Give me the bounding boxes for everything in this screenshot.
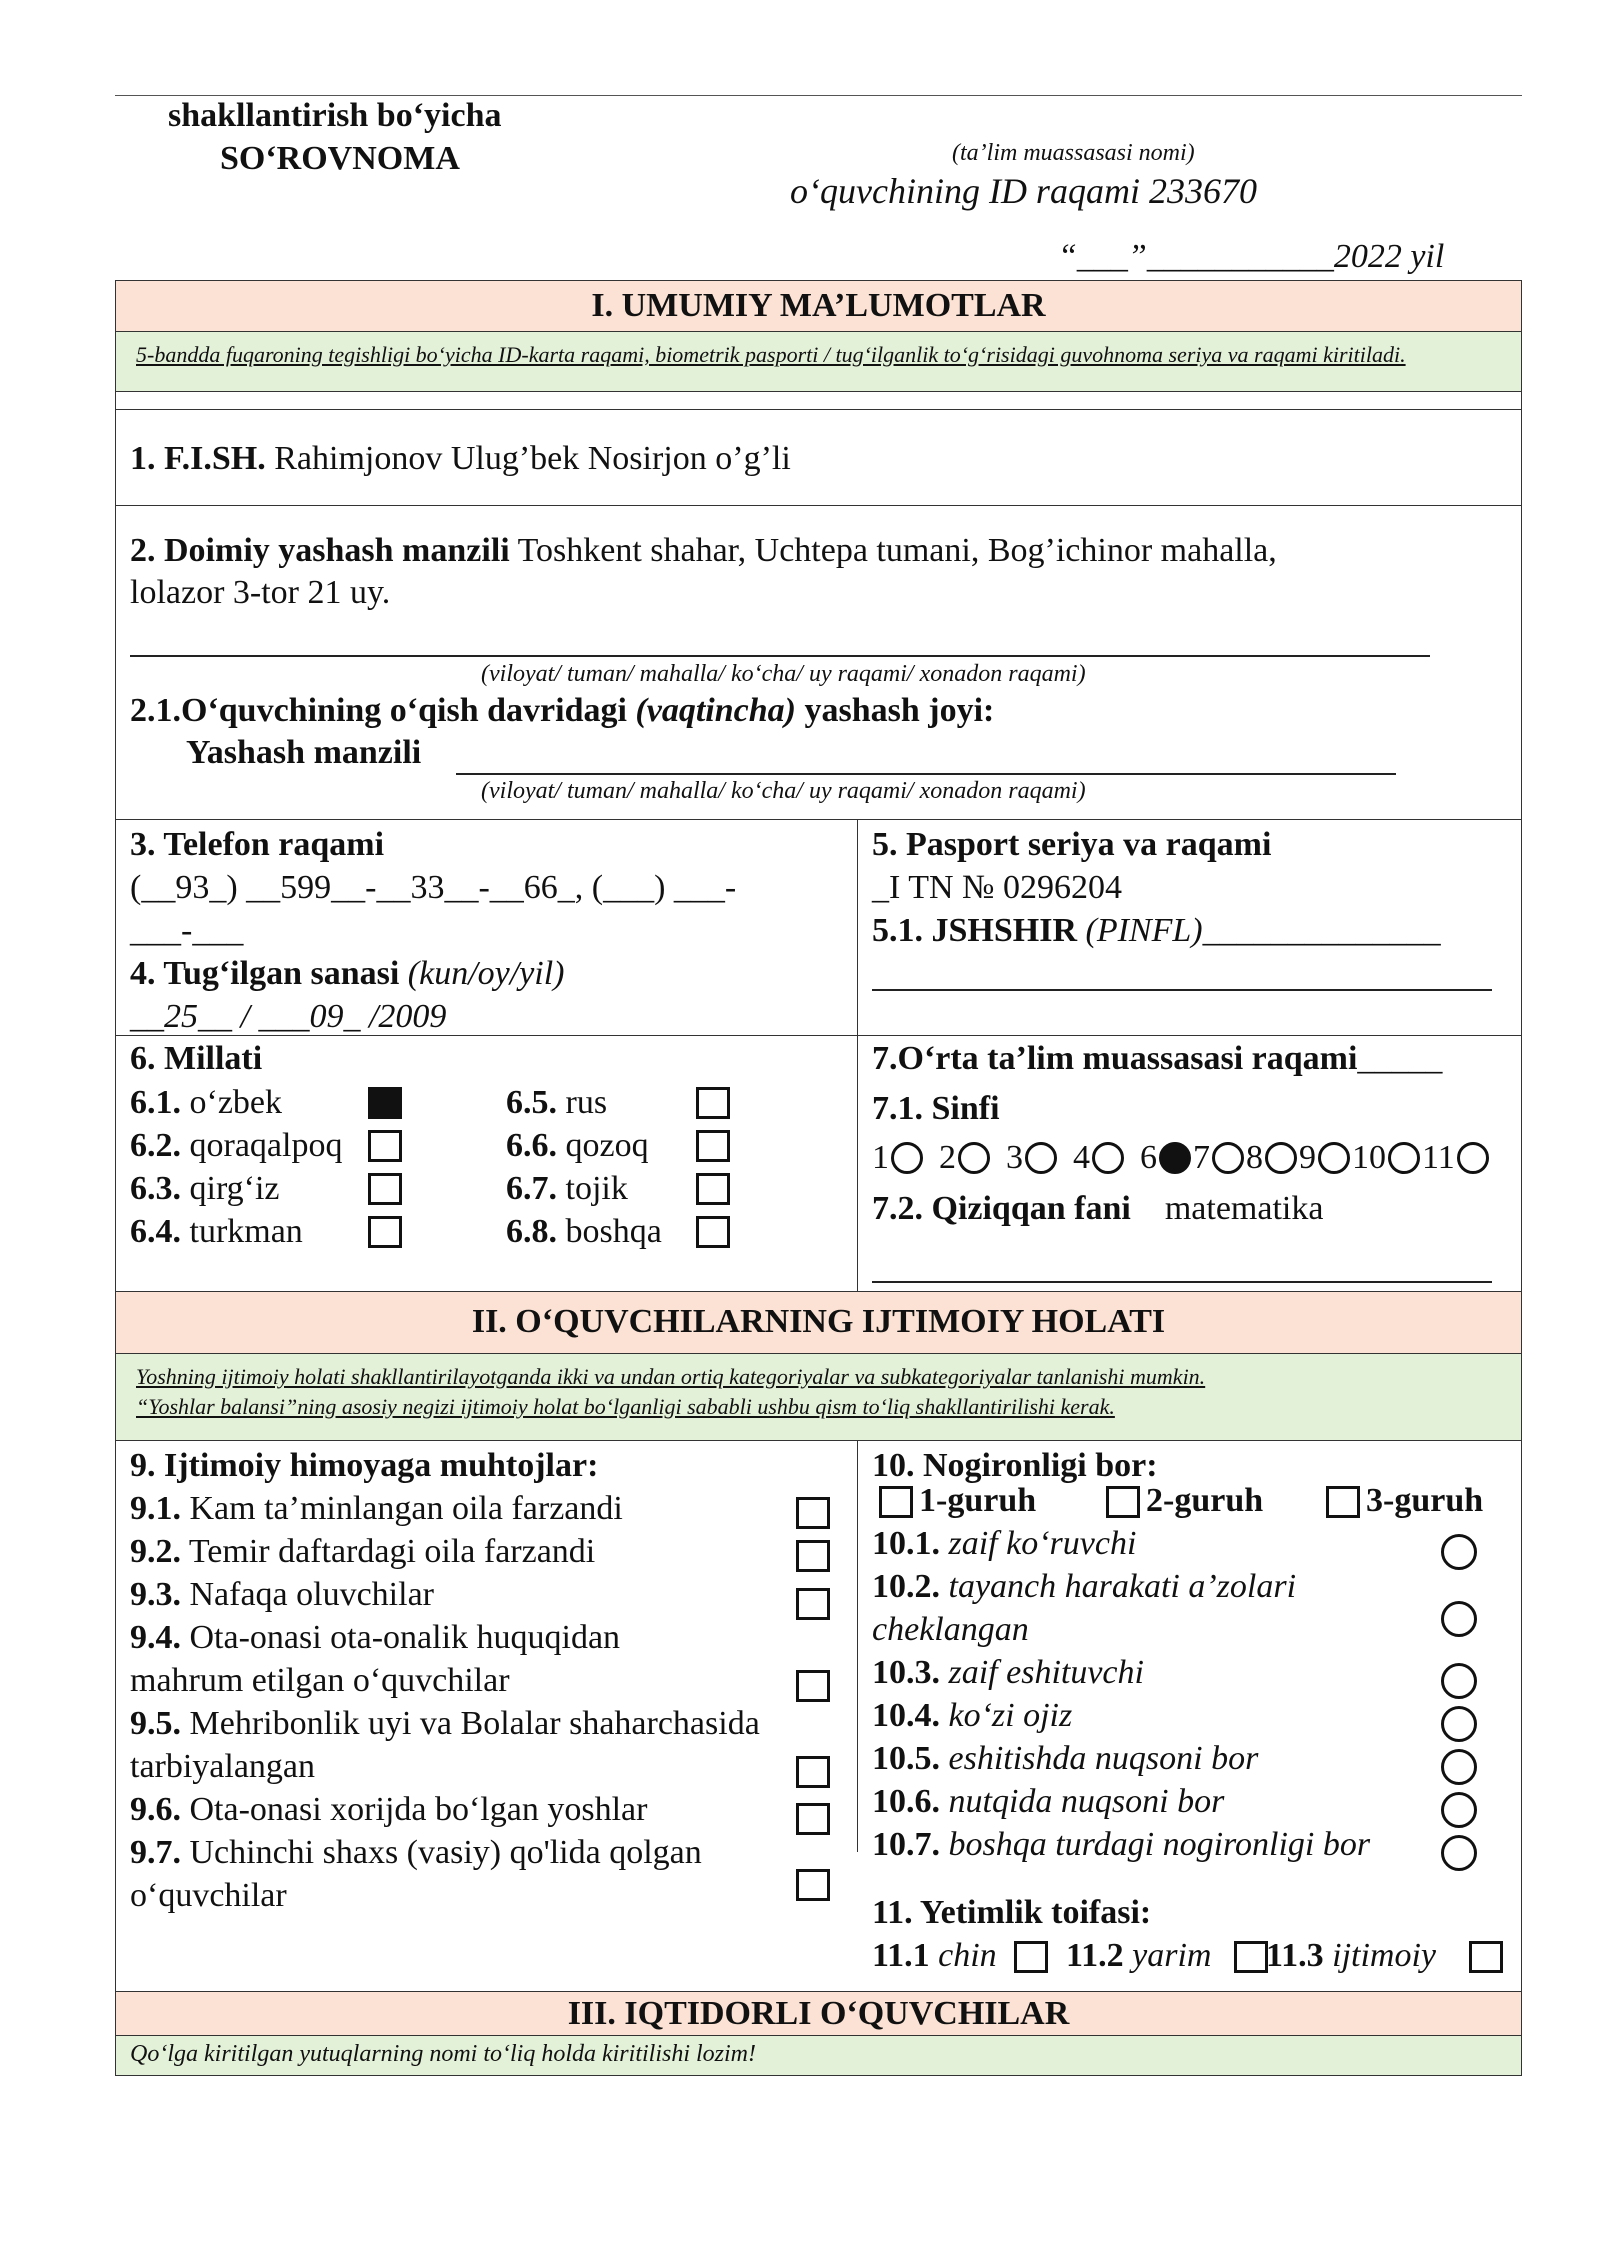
disability-num: 10.1. (872, 1525, 940, 1562)
nationality-option-label (130, 1169, 280, 1209)
temp-address-label: 2.1.O‘quvchining o‘qish davridagi (vaqtincha) yashash joyi: (130, 692, 995, 729)
protection-text: Ota-onasi xorijda bo‘lgan yoshlar (189, 1791, 648, 1828)
nationality-name: tojik (565, 1170, 628, 1207)
grade-label-text: 2 (939, 1139, 956, 1176)
phone-value-1[interactable]: (__93_) __599__-__33__-__66_, (___) ___- (130, 869, 737, 906)
nationality-option-label (506, 1212, 662, 1252)
protection-item (130, 1489, 623, 1529)
form-title-line2: SO‘ROVNOMA (220, 140, 460, 177)
orphan-checkbox[interactable] (1469, 1941, 1503, 1973)
nationality-num: 6.2. (130, 1127, 181, 1164)
protection-text: Ota-onasi ota-onalik huquqidan (189, 1619, 621, 1656)
orphan-num: 11.2 (1066, 1937, 1124, 1974)
disability-label: 10. Nogironligi bor: (872, 1447, 1158, 1484)
grade-label-text: 4 (1073, 1139, 1090, 1176)
birth-value[interactable]: __25__ / ___09_ /2009 (130, 998, 447, 1035)
divider (116, 1035, 1521, 1036)
nationality-option-label (506, 1169, 628, 1209)
nationality-checkbox[interactable] (368, 1130, 402, 1162)
grade-label-text: 11 (1422, 1139, 1455, 1176)
orphan-text: ijtimoiy (1332, 1937, 1437, 1974)
jshshir-blank[interactable]: ______________ (1202, 912, 1441, 949)
orphan-checkbox[interactable] (1014, 1941, 1048, 1973)
group-checkbox[interactable] (879, 1486, 913, 1518)
subject-label: 7.2. Qiziqqan fani (872, 1190, 1131, 1227)
grade-radio[interactable] (1025, 1142, 1057, 1174)
divider (116, 819, 1521, 820)
grade-label-text: 1 (872, 1139, 889, 1176)
disability-text: zaif eshituvchi (948, 1654, 1144, 1691)
group-label: 3-guruh (1366, 1482, 1484, 1519)
protection-label: 9. Ijtimoiy himoyaga muhtojlar: (130, 1447, 599, 1484)
grade-radio[interactable] (1388, 1142, 1420, 1174)
nationality-checkbox[interactable] (696, 1087, 730, 1119)
jshshir-pinfl: (PINFL) (1085, 912, 1203, 949)
protection-checkbox[interactable] (796, 1756, 830, 1788)
grade-radio[interactable] (958, 1142, 990, 1174)
date-line: “___”___________2022 yil (1058, 238, 1445, 275)
grade-radio[interactable] (891, 1142, 923, 1174)
disability-radio[interactable] (1441, 1706, 1477, 1742)
protection-item (130, 1532, 595, 1572)
orphan-num: 11.1 (872, 1937, 930, 1974)
disability-num: 10.3. (872, 1654, 940, 1691)
nationality-option-label (506, 1126, 649, 1166)
disability-num: 10.4. (872, 1697, 940, 1734)
protection-checkbox[interactable] (796, 1670, 830, 1702)
nationality-num: 6.1. (130, 1084, 181, 1121)
orphan-checkbox[interactable] (1234, 1941, 1268, 1973)
nationality-name: o‘zbek (189, 1084, 283, 1121)
grade-radio[interactable] (1092, 1142, 1124, 1174)
nationality-name: qirg‘iz (189, 1170, 280, 1207)
protection-checkbox[interactable] (796, 1869, 830, 1901)
nationality-checkbox[interactable] (368, 1087, 402, 1119)
nationality-option-label (130, 1212, 303, 1252)
nationality-checkbox[interactable] (696, 1173, 730, 1205)
orphan-item (1266, 1936, 1436, 1976)
protection-item (130, 1790, 647, 1830)
fish-label: 1. F.I.SH. (130, 440, 266, 477)
disability-radio[interactable] (1441, 1601, 1477, 1637)
protection-checkbox[interactable] (796, 1803, 830, 1835)
passport-value[interactable]: _I TN № 0296204 (872, 869, 1122, 906)
phone-label: 3. Telefon raqami (130, 826, 385, 863)
protection-checkbox[interactable] (796, 1497, 830, 1529)
disability-item (872, 1567, 1296, 1607)
disability-num: 10.6. (872, 1783, 940, 1820)
disability-radio[interactable] (1441, 1835, 1477, 1871)
divider (116, 505, 1521, 506)
student-id: o‘quvchining ID raqami 233670 (790, 171, 1257, 211)
temp-address-input-line[interactable] (456, 773, 1396, 775)
disability-num: 10.7. (872, 1826, 940, 1863)
protection-text: Uchinchi shaxs (vasiy) qo'lida qolgan (189, 1834, 702, 1871)
nationality-checkbox[interactable] (696, 1130, 730, 1162)
address-value-1[interactable]: Toshkent shahar, Uchtepa tumani, Bog’ichinor mahalla, (517, 532, 1277, 569)
address-caption: (viloyat/ tuman/ mahalla/ ko‘cha/ uy raqami/ xonadon raqami) (481, 661, 1086, 687)
protection-num: 9.6. (130, 1791, 181, 1828)
protection-text: Temir daftardagi oila farzandi (188, 1533, 596, 1570)
protection-text-cont: tarbiyalangan (130, 1748, 316, 1785)
address-underline (130, 655, 1430, 657)
section2-title: II. O‘QUVCHILARNING IJTIMOIY HOLATI (116, 1292, 1521, 1354)
disability-item (872, 1524, 1136, 1564)
grade-radio[interactable] (1318, 1142, 1350, 1174)
subject-value[interactable]: matematika (1164, 1190, 1324, 1227)
nationality-name: rus (565, 1084, 608, 1121)
birth-format: (kun/oy/yil) (407, 955, 565, 992)
protection-num: 9.2. (130, 1533, 181, 1570)
nationality-name: qoraqalpoq (189, 1127, 343, 1164)
nationality-num: 6.3. (130, 1170, 181, 1207)
jshshir-label: 5.1. JSHSHIR (872, 912, 1077, 949)
disability-radio[interactable] (1441, 1534, 1477, 1570)
section1-title: I. UMUMIY MA’LUMOTLAR (116, 281, 1521, 332)
subject-row (872, 1189, 1323, 1229)
school-label: 7.O‘rta ta’lim muassasasi raqami (872, 1040, 1358, 1077)
school-row (872, 1039, 1442, 1079)
section3-title: III. IQTIDORLI O‘QUVCHILAR (116, 1992, 1521, 2036)
disability-item (872, 1653, 1144, 1693)
nationality-name: turkman (189, 1213, 303, 1250)
group-label: 1-guruh (919, 1482, 1037, 1519)
orphan-num: 11.3 (1266, 1937, 1324, 1974)
grade-radio[interactable] (1457, 1142, 1489, 1174)
phone-value-2[interactable]: ___-___ (130, 912, 244, 949)
section2-note: Yoshning ijtimoiy holati shakllantirilayotganda ikki va undan ortiq kategoriyalar va subkategoriyalar tanlanishi mumkin. “Yoshlar balansi”ning asosiy negizi ijtimoiy holat bo‘lganligi sababli ushbu qism to‘liq shakllantirilishi kerak. (116, 1354, 1521, 1441)
protection-text: Nafaqa oluvchilar (189, 1576, 434, 1613)
nationality-name: qozoq (565, 1127, 649, 1164)
nationality-checkbox[interactable] (368, 1216, 402, 1248)
protection-text-cont: mahrum etilgan o‘quvchilar (130, 1662, 510, 1699)
fish-value[interactable]: Rahimjonov Ulug’bek Nosirjon o’g’li (274, 440, 791, 477)
protection-num: 9.3. (130, 1576, 181, 1613)
protection-text-cont: o‘quvchilar (130, 1877, 287, 1914)
disability-text: nutqida nuqsoni bor (948, 1783, 1225, 1820)
nationality-num: 6.7. (506, 1170, 557, 1207)
nationality-num: 6.4. (130, 1213, 181, 1250)
group-checkbox[interactable] (1106, 1486, 1140, 1518)
nationality-option-label (130, 1083, 282, 1123)
orphan-label: 11. Yetimlik toifasi: (872, 1894, 1152, 1931)
grade-label-text: 8 (1246, 1139, 1263, 1176)
fish-row (130, 439, 791, 479)
section3-note: Qo‘lga kiritilgan yutuqlarning nomi to‘liq holda kiritilishi lozim! (116, 2036, 1521, 2075)
passport-label: 5. Pasport seriya va raqami (872, 826, 1272, 863)
protection-text: Mehribonlik uyi va Bolalar shaharchasida (189, 1705, 760, 1742)
form-title-line1: shakllantirish bo‘yicha (168, 97, 502, 134)
disability-item (872, 1782, 1224, 1822)
protection-checkbox[interactable] (796, 1588, 830, 1620)
protection-item (130, 1704, 760, 1744)
grade-radio[interactable] (1212, 1142, 1244, 1174)
nationality-num: 6.8. (506, 1213, 557, 1250)
survey-form (115, 280, 1522, 2076)
disability-text: ko‘zi ojiz (948, 1697, 1073, 1734)
protection-item (130, 1833, 702, 1873)
nationality-checkbox[interactable] (368, 1173, 402, 1205)
grade-label-text: 9 (1299, 1139, 1316, 1176)
disability-text: eshitishda nuqsoni bor (948, 1740, 1259, 1777)
school-blank[interactable]: _____ (1357, 1040, 1443, 1077)
divider (116, 409, 1521, 410)
protection-item (130, 1575, 434, 1615)
disability-text: tayanch harakati a’zolari (948, 1568, 1297, 1605)
nationality-label: 6. Millati (130, 1040, 263, 1077)
nationality-name: boshqa (565, 1213, 662, 1250)
protection-item (130, 1618, 620, 1658)
grade-label-text: 7 (1193, 1139, 1210, 1176)
disability-text-cont: cheklangan (872, 1611, 1029, 1648)
birth-label: 4. Tug‘ilgan sanasi (130, 955, 400, 992)
disability-radio[interactable] (1441, 1792, 1477, 1828)
protection-num: 9.7. (130, 1834, 181, 1871)
temp-caption: (viloyat/ tuman/ mahalla/ ko‘cha/ uy raqami/ xonadon raqami) (481, 778, 1086, 804)
top-rule (115, 95, 1522, 96)
protection-checkbox[interactable] (796, 1540, 830, 1572)
orphan-item (872, 1936, 997, 1976)
disability-radio[interactable] (1441, 1663, 1477, 1699)
address-label: 2. Doimiy yashash manzili (130, 532, 510, 569)
grade-label-text: 6 (1140, 1139, 1157, 1176)
nationality-num: 6.5. (506, 1084, 557, 1121)
orphan-text: chin (938, 1937, 997, 1974)
grade-options (872, 1139, 1491, 1177)
nationality-checkbox[interactable] (696, 1216, 730, 1248)
temp-sub-label: Yashash manzili (186, 734, 422, 771)
disability-text: zaif ko‘ruvchi (948, 1525, 1137, 1562)
disability-text: boshqa turdagi nogironligi bor (948, 1826, 1371, 1863)
protection-num: 9.4. (130, 1619, 181, 1656)
grade-radio[interactable] (1265, 1142, 1297, 1174)
column-divider-2 (857, 1441, 858, 1852)
group-label: 2-guruh (1146, 1482, 1264, 1519)
section1-note: 5-bandda fuqaroning tegishligi bo‘yicha ID-karta raqami, biometrik pasporti / tug‘ilganlik to‘g‘risidagi guvohnoma seriya va raqami kiritiladi. (116, 332, 1521, 392)
orphan-text: yarim (1132, 1937, 1212, 1974)
birth-row (130, 954, 565, 994)
disability-num: 10.2. (872, 1568, 940, 1605)
grade-radio[interactable] (1159, 1142, 1191, 1174)
orphan-item (1066, 1936, 1211, 1976)
nationality-option-label (130, 1126, 342, 1166)
subject-input-line[interactable] (872, 1281, 1492, 1283)
disability-radio[interactable] (1441, 1749, 1477, 1785)
jshshir-row (872, 911, 1441, 951)
disability-num: 10.5. (872, 1740, 940, 1777)
grade-label-text: 10 (1352, 1139, 1386, 1176)
group-checkbox[interactable] (1326, 1486, 1360, 1518)
nationality-option-label (506, 1083, 607, 1123)
address-row (130, 531, 1277, 571)
protection-text: Kam ta’minlangan oila farzandi (189, 1490, 623, 1527)
grade-label: 7.1. Sinfi (872, 1090, 1000, 1127)
address-value-2[interactable]: lolazor 3-tor 21 uy. (130, 574, 391, 611)
protection-num: 9.1. (130, 1490, 181, 1527)
nationality-num: 6.6. (506, 1127, 557, 1164)
protection-num: 9.5. (130, 1705, 181, 1742)
disability-item (872, 1696, 1072, 1736)
jshshir-input-line[interactable] (872, 989, 1492, 991)
grade-label-text: 3 (1006, 1139, 1023, 1176)
institution-note: (ta’lim muassasasi nomi) (952, 140, 1195, 166)
disability-item (872, 1825, 1370, 1865)
disability-item (872, 1739, 1258, 1779)
